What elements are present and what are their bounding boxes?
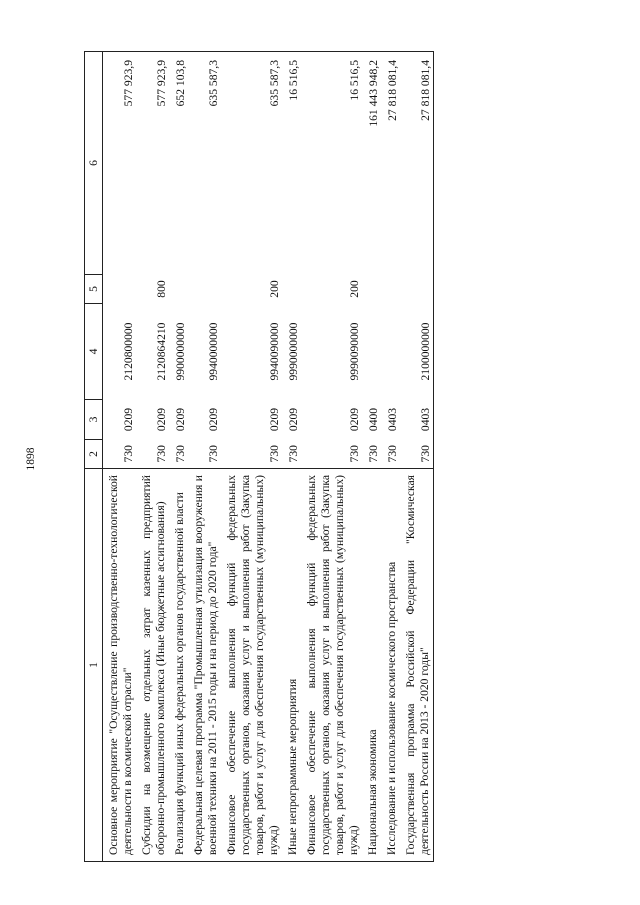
cell-col-3: 0209: [155, 407, 168, 432]
cell-col-6: 635 587,3: [221, 52, 282, 275]
page-number: 1898: [25, 447, 37, 471]
table-row: [169, 52, 188, 862]
cell-col-3: 0209: [174, 407, 187, 432]
rotated-page-content: [84, 52, 579, 862]
cell-col-3: 0209: [287, 407, 300, 432]
row-name: Государственная программа Российской Федерации "Космическая деятельность России на 2013 - 2020 годы": [400, 469, 434, 862]
cell-col-5: [188, 275, 221, 304]
cell-col-4: 9990090000: [348, 322, 361, 381]
cell-col-4: 9940000000: [207, 322, 220, 381]
cell-col-2: 730: [400, 440, 434, 469]
row-name: Исследование и использование космического пространства: [381, 469, 400, 862]
cell-col-6: 635 587,3: [188, 52, 221, 275]
table-row: [221, 52, 282, 862]
table-row: [282, 52, 301, 862]
cell-col-5: 200: [348, 280, 361, 298]
cell-col-2: 730: [386, 445, 399, 463]
cell-col-2: 730: [348, 445, 361, 463]
row-name: Федеральная целевая программа "Промышленная утилизация вооружения и военной техники на 2011 - 2015 годы и на период до 2020 года": [188, 469, 221, 862]
header-col-1: 1: [85, 469, 103, 862]
header-col-3: 3: [85, 400, 103, 440]
budget-table: [84, 51, 434, 862]
table-row: [362, 52, 381, 862]
cell-col-5: 800: [155, 280, 168, 298]
cell-col-3: 0209: [207, 407, 220, 432]
row-name: Субсидии на возмещение отдельных затрат казенных предприятий оборонно-промышленного комплекса (Иные бюджетные ассигнования): [136, 469, 169, 862]
table-row: [103, 52, 137, 862]
cell-col-6: 577 923,9: [136, 52, 169, 275]
row-name: Национальная экономика: [362, 469, 381, 862]
cell-col-3: 0209: [348, 407, 361, 432]
cell-col-4: 9990000000: [287, 322, 300, 381]
cell-col-2: 730: [122, 445, 135, 463]
row-name: Финансовое обеспечение выполнения функций федеральных государственных органов, оказания услуг и выполнения работ (Закупка товаров, работ и услуг для обеспечения государственных (муниципальных) нужд): [221, 469, 282, 862]
cell-col-2: 730: [287, 445, 300, 463]
cell-col-5: [169, 275, 188, 304]
cell-col-5: [103, 275, 137, 304]
cell-col-3: 0400: [367, 407, 380, 432]
cell-col-5: 200: [268, 280, 281, 298]
cell-col-6: 27 818 081,4: [400, 52, 434, 275]
cell-col-6: 652 103,8: [169, 52, 188, 275]
row-name: Иные непрограммные мероприятия: [282, 469, 301, 862]
header-col-5: 5: [85, 275, 103, 304]
cell-col-4: 9940090000: [268, 322, 281, 381]
cell-col-6: 161 443 948,2: [362, 52, 381, 275]
row-name: Реализация функций иных федеральных органов государственной власти: [169, 469, 188, 862]
cell-col-5: [282, 275, 301, 304]
cell-col-6: 27 818 081,4: [381, 52, 400, 275]
header-col-6: 6: [85, 52, 103, 275]
table-row: [301, 52, 362, 862]
cell-col-4: [362, 304, 381, 400]
cell-col-4: 2120800000: [122, 322, 135, 381]
cell-col-3: 0209: [268, 407, 281, 432]
cell-col-6: 577 923,9: [103, 52, 137, 275]
cell-col-4: [381, 304, 400, 400]
cell-col-6: 16 516,5: [282, 52, 301, 275]
cell-col-5: [381, 275, 400, 304]
table-row: [400, 52, 434, 862]
cell-col-2: 730: [268, 445, 281, 463]
table-row: [381, 52, 400, 862]
cell-col-5: [362, 275, 381, 304]
header-col-4: 4: [85, 304, 103, 400]
cell-col-2: 730: [367, 445, 380, 463]
cell-col-3: 0403: [400, 400, 434, 440]
header-col-2: 2: [85, 440, 103, 469]
cell-col-3: 0209: [122, 407, 135, 432]
cell-col-2: 730: [155, 445, 168, 463]
cell-col-6: 16 516,5: [301, 52, 362, 275]
cell-col-4: 2100000000: [400, 304, 434, 400]
header-row: [85, 52, 103, 862]
cell-col-2: 730: [207, 445, 220, 463]
cell-col-3: 0403: [386, 407, 399, 432]
row-name: Основное мероприятие "Осуществление производственно-технологической деятельности в космической отрасли": [103, 469, 137, 862]
cell-col-4: 9900000000: [174, 322, 187, 381]
table-row: [188, 52, 221, 862]
table-row: [136, 52, 169, 862]
row-name: Финансовое обеспечение выполнения функций федеральных государственных органов, оказания услуг и выполнения работ (Закупка товаров, работ и услуг для обеспечения государственных (муниципальных) нужд): [301, 469, 362, 862]
cell-col-2: 730: [174, 445, 187, 463]
cell-col-4: 2120864210: [155, 322, 168, 381]
cell-col-5: [400, 275, 434, 304]
